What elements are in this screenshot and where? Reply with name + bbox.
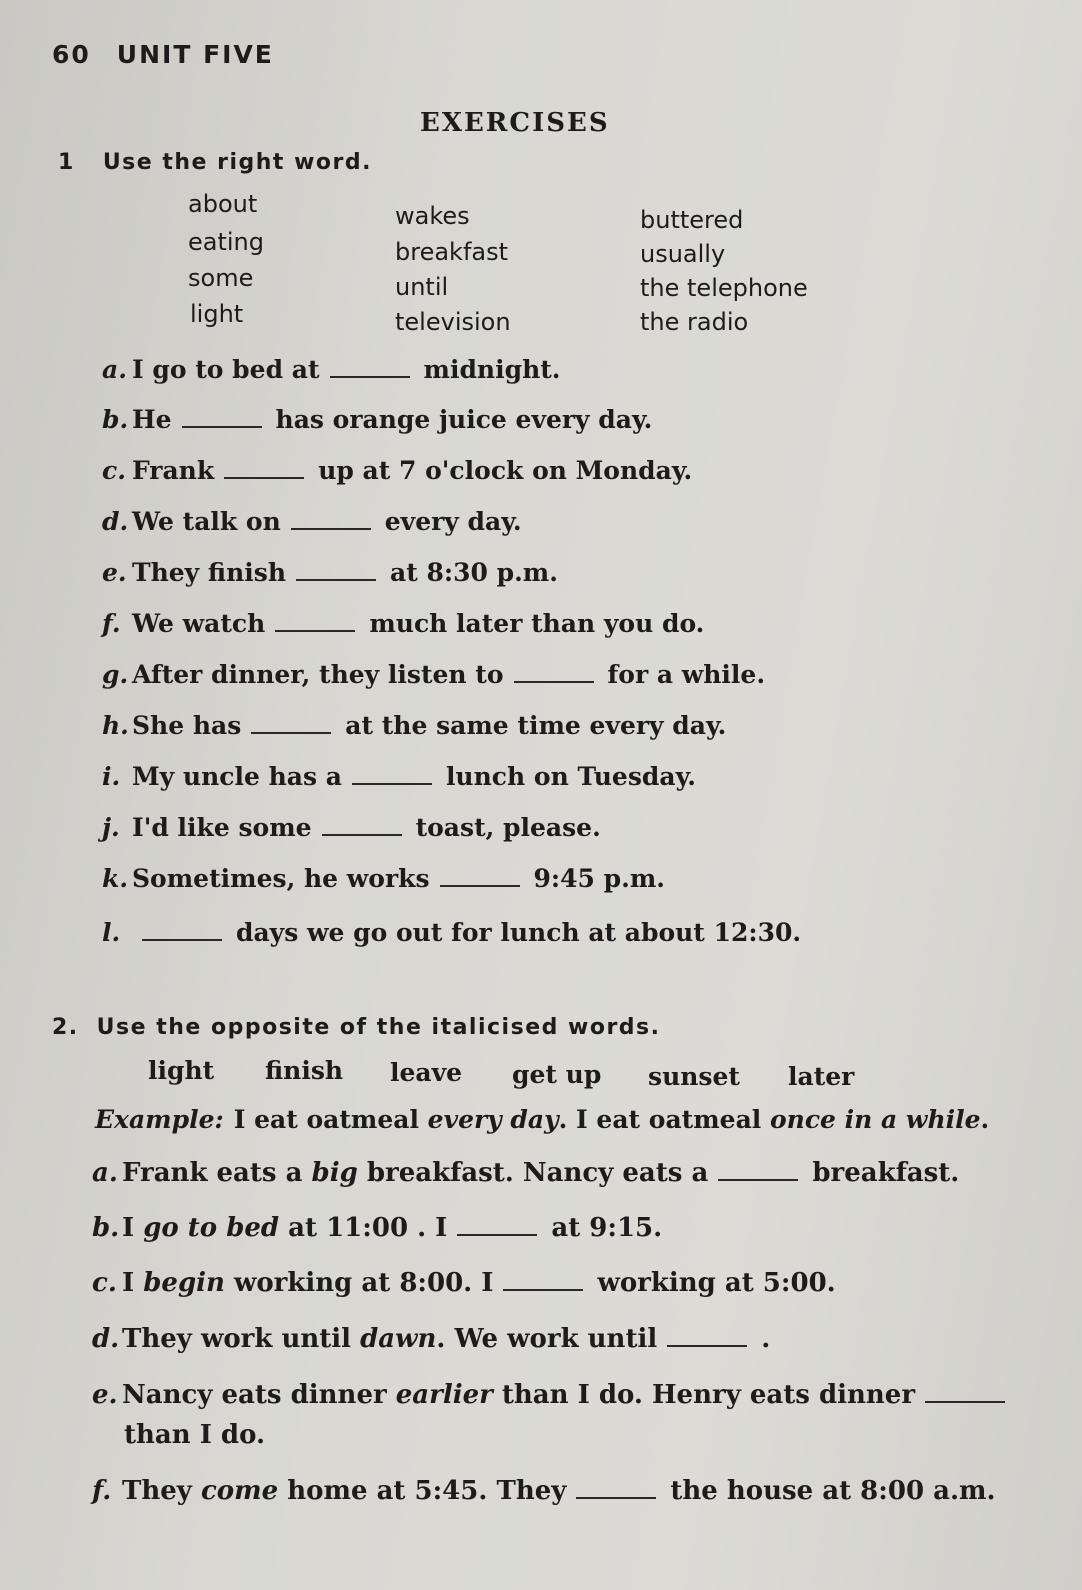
item-text-before: My uncle has a: [132, 762, 342, 791]
item-text: working at 8:00. I: [224, 1268, 494, 1298]
exercise-2-item-continuation: than I do.: [124, 1420, 266, 1450]
item-text-after: breakfast.: [812, 1158, 960, 1188]
word-bank-1-col-1-item: eating: [188, 228, 264, 256]
exercise-2-item: [92, 1268, 836, 1298]
item-text-before: She has: [132, 711, 242, 740]
item-text-after: for a while.: [607, 660, 766, 689]
exercise-2-item: [92, 1324, 770, 1354]
answer-blank: [275, 610, 355, 632]
word-bank-1-col-2-item: wakes: [395, 202, 470, 230]
word-bank-2-item: light: [148, 1056, 215, 1085]
answer-blank: [925, 1381, 1005, 1403]
item-text-before: We watch: [132, 609, 266, 638]
unit-label: UNIT FIVE: [116, 40, 274, 69]
item-letter: c.: [102, 456, 126, 485]
answer-blank: [296, 559, 376, 581]
item-text: They: [122, 1476, 201, 1506]
item-text: I: [122, 1268, 144, 1298]
item-text-after: working at 5:00.: [597, 1268, 836, 1298]
answer-blank: [718, 1159, 798, 1181]
item-text: . We work until: [436, 1324, 658, 1354]
word-bank-1-col-1-item: some: [188, 264, 254, 292]
word-bank-1-col-1-item: light: [190, 300, 244, 328]
exercise-1-item: [102, 918, 801, 947]
item-text-after: lunch on Tuesday.: [445, 762, 696, 791]
exercise-1-item: [102, 609, 704, 638]
example-italic: once in a while: [769, 1105, 981, 1134]
exercise-1-item: [102, 660, 765, 689]
item-letter: h.: [102, 711, 129, 740]
item-text-after: every day.: [384, 507, 522, 536]
word-bank-1-col-2-item: breakfast: [395, 238, 509, 266]
item-text-after: toast, please.: [415, 813, 601, 842]
page-number: 60: [52, 40, 91, 69]
item-text-before: We talk on: [132, 507, 281, 536]
word-bank-1-col-3-item: buttered: [640, 206, 744, 234]
item-text-before: Frank: [132, 456, 215, 485]
item-text: than I do. Henry eats dinner: [492, 1380, 916, 1410]
exercise-1-item: [102, 456, 692, 485]
item-italic-word: go to bed: [143, 1213, 280, 1243]
answer-blank: [251, 712, 331, 734]
example-text: I eat oatmeal: [233, 1105, 428, 1134]
item-text-after: days we go out for lunch at about 12:30.: [236, 918, 802, 947]
answer-blank: [352, 763, 432, 785]
exercise-1-item: [102, 355, 561, 384]
exercise-2-item: [92, 1476, 996, 1506]
page-header: [52, 40, 274, 69]
item-text-before: Sometimes, he works: [132, 864, 430, 893]
example-sentence: [95, 1105, 989, 1134]
exercise-1-item: [102, 864, 665, 893]
item-text-before: I go to bed at: [132, 355, 320, 384]
exercise-2-number: 2.: [52, 1015, 79, 1040]
exercise-1-item: [102, 762, 696, 791]
word-bank-1-col-3-item: the radio: [640, 308, 749, 336]
item-text: Frank eats a: [122, 1158, 312, 1188]
word-bank-1-col-3-item: the telephone: [640, 274, 808, 302]
item-text-after: 9:45 p.m.: [533, 864, 665, 893]
item-text-after: has orange juice every day.: [275, 405, 653, 434]
answer-blank: [182, 406, 262, 428]
item-italic-word: big: [311, 1158, 358, 1188]
example-text: . I eat oatmeal: [558, 1105, 770, 1134]
answer-blank: [503, 1269, 583, 1291]
item-text-before: They finish: [132, 558, 287, 587]
word-bank-1-col-3-item: usually: [640, 240, 726, 268]
item-text-before: I'd like some: [132, 813, 312, 842]
item-letter: b.: [92, 1213, 120, 1243]
item-letter: j.: [102, 813, 120, 842]
answer-blank: [291, 508, 371, 530]
item-text-after: the house at 8:00 a.m.: [670, 1476, 996, 1506]
word-bank-2-item: sunset: [648, 1062, 740, 1091]
answer-blank: [457, 1214, 537, 1236]
answer-blank: [322, 814, 402, 836]
item-letter: f.: [92, 1476, 112, 1506]
answer-blank: [667, 1325, 747, 1347]
item-letter: f.: [102, 609, 121, 638]
item-text: breakfast. Nancy eats a: [357, 1158, 709, 1188]
item-italic-word: begin: [143, 1268, 225, 1298]
exercise-2-item: [92, 1213, 662, 1243]
example-text: .: [980, 1105, 990, 1134]
exercise-2-instruction-text: Use the opposite of the italicised words.: [96, 1015, 661, 1040]
answer-blank: [514, 661, 594, 683]
item-text: They work until: [122, 1324, 361, 1354]
item-text-before: He: [132, 405, 172, 434]
item-letter: d.: [92, 1324, 120, 1354]
example-label: Example:: [95, 1105, 224, 1134]
exercise-1-item: [102, 507, 522, 536]
item-letter: e.: [102, 558, 127, 587]
answer-blank: [440, 865, 520, 887]
item-letter: g.: [102, 660, 129, 689]
item-letter: c.: [92, 1268, 117, 1298]
exercise-1-instruction-text: Use the right word.: [102, 150, 372, 175]
item-letter: k.: [102, 864, 129, 893]
exercise-2-instruction: [52, 1015, 661, 1040]
exercise-1-number: 1: [58, 150, 75, 175]
item-italic-word: come: [200, 1476, 279, 1506]
exercise-1-item: [102, 813, 601, 842]
word-bank-2-item: get up: [512, 1060, 602, 1089]
item-text-before: After dinner, they listen to: [132, 660, 504, 689]
exercise-1-instruction: [58, 150, 372, 175]
item-letter: a.: [102, 355, 127, 384]
answer-blank: [224, 457, 304, 479]
item-text-after: at the same time every day.: [345, 711, 727, 740]
item-text-after: up at 7 o'clock on Monday.: [318, 456, 693, 485]
answer-blank: [330, 356, 410, 378]
word-bank-1-col-2-item: until: [395, 273, 449, 301]
item-italic-word: earlier: [395, 1380, 493, 1410]
word-bank-1-col-2-item: television: [395, 308, 511, 336]
item-text-after: midnight.: [423, 355, 561, 384]
item-letter: b.: [102, 405, 129, 434]
exercise-1-item: [102, 711, 726, 740]
item-letter: e.: [92, 1380, 118, 1410]
item-italic-word: dawn: [360, 1324, 437, 1354]
item-text: Nancy eats dinner: [122, 1380, 396, 1410]
item-text: at 11:00 . I: [279, 1213, 448, 1243]
item-letter: l.: [102, 918, 121, 947]
example-italic: every day: [427, 1105, 559, 1134]
answer-blank: [576, 1477, 656, 1499]
exercise-2-item: [92, 1158, 959, 1188]
exercise-2-item: [92, 1380, 1019, 1410]
item-text-after: at 8:30 p.m.: [390, 558, 558, 587]
word-bank-1-col-1-item: about: [188, 190, 258, 218]
item-text-after: much later than you do.: [369, 609, 705, 638]
exercise-1-item: [102, 405, 652, 434]
word-bank-2-item: finish: [265, 1056, 344, 1085]
exercise-1-item: [102, 558, 558, 587]
page-title: EXERCISES: [420, 108, 610, 138]
item-text: I: [122, 1213, 144, 1243]
item-letter: a.: [92, 1158, 118, 1188]
item-letter: d.: [102, 507, 129, 536]
answer-blank: [142, 919, 222, 941]
item-text-after: .: [761, 1324, 771, 1354]
item-text: home at 5:45. They: [278, 1476, 567, 1506]
item-letter: i.: [102, 762, 121, 791]
word-bank-2-item: later: [788, 1062, 855, 1091]
item-text-after: at 9:15.: [551, 1213, 663, 1243]
word-bank-2-item: leave: [390, 1058, 463, 1087]
